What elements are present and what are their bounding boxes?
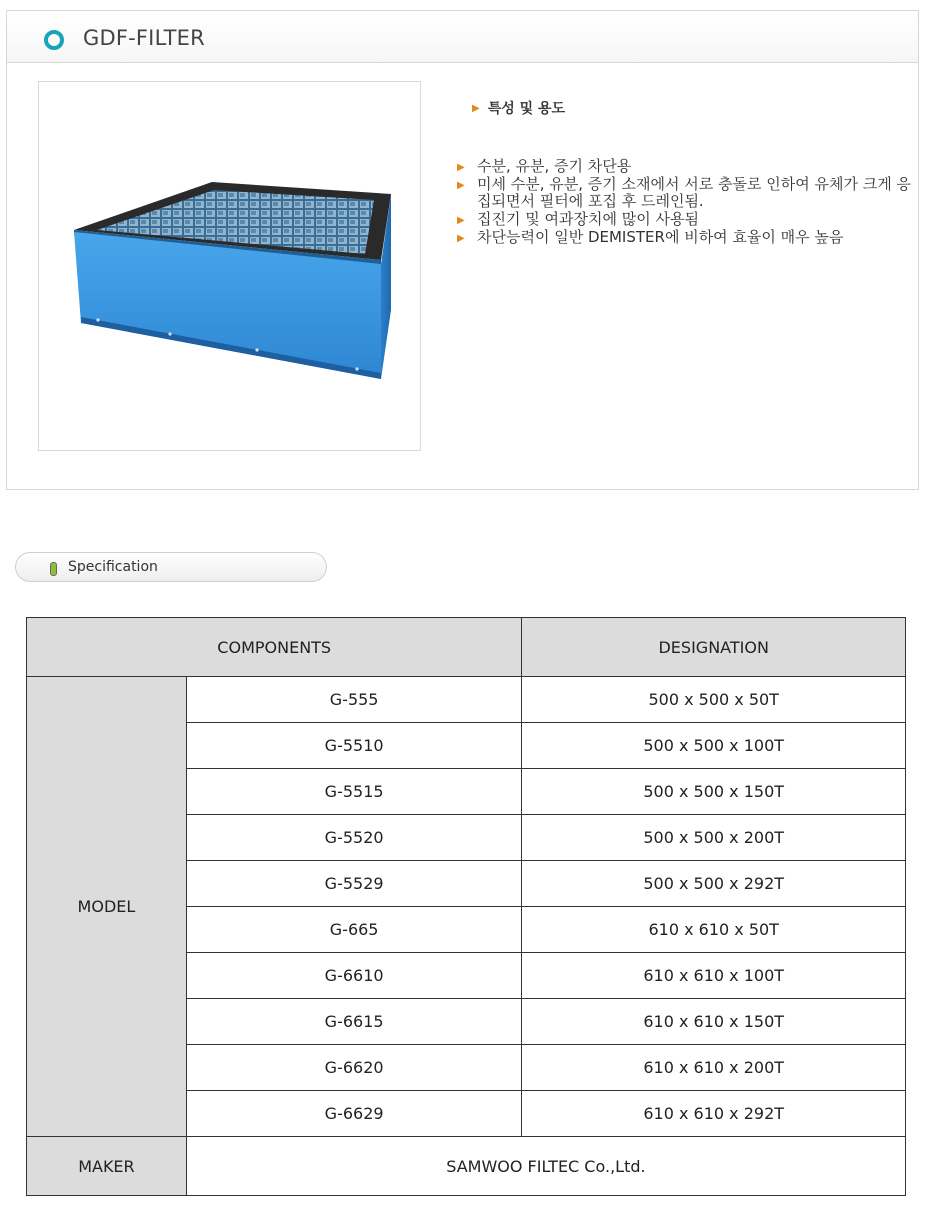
orange-arrow-icon: ▶	[457, 215, 465, 226]
designation-cell: 500 x 500 x 292T	[522, 861, 906, 907]
model-cell: G-6629	[186, 1091, 522, 1137]
feature-text: 수분, 유분, 증기 차단용	[477, 157, 632, 175]
product-panel	[6, 10, 919, 490]
model-cell: G-6615	[186, 999, 522, 1045]
designation-cell: 610 x 610 x 100T	[522, 953, 906, 999]
model-cell: G-665	[186, 907, 522, 953]
product-header	[7, 11, 918, 63]
specification-tab[interactable]	[15, 552, 327, 582]
filter-illustration	[39, 82, 420, 450]
model-cell: G-5520	[186, 815, 522, 861]
orange-arrow-icon: ▶	[457, 162, 465, 173]
table-row	[27, 677, 906, 723]
feature-item	[457, 229, 912, 246]
feature-text: 집진기 및 여과장치에 많이 사용됨	[477, 210, 699, 228]
feature-item	[457, 176, 912, 210]
designation-cell: 500 x 500 x 50T	[522, 677, 906, 723]
orange-arrow-icon: ▶	[457, 233, 465, 244]
ring-bullet-icon	[44, 30, 64, 50]
model-cell: G-6610	[186, 953, 522, 999]
specification-table	[26, 617, 906, 1196]
specification-label: Specification	[68, 559, 158, 575]
features-heading-text: 특성 및 용도	[487, 101, 566, 117]
designation-cell: 500 x 500 x 150T	[522, 769, 906, 815]
model-cell: G-5515	[186, 769, 522, 815]
feature-item	[457, 158, 912, 175]
feature-item	[457, 211, 912, 228]
maker-value: SAMWOO FILTEC Co.,Ltd.	[186, 1137, 905, 1196]
model-cell: G-555	[186, 677, 522, 723]
designation-cell: 500 x 500 x 100T	[522, 723, 906, 769]
designation-cell: 610 x 610 x 50T	[522, 907, 906, 953]
maker-row	[27, 1137, 906, 1196]
maker-label: MAKER	[27, 1137, 187, 1196]
product-image	[38, 81, 421, 451]
clip-icon	[50, 562, 57, 576]
header-designation: DESIGNATION	[522, 618, 906, 677]
model-cell: G-6620	[186, 1045, 522, 1091]
orange-arrow-icon: ▶	[457, 180, 465, 191]
header-components: COMPONENTS	[27, 618, 522, 677]
feature-text: 미세 수분, 유분, 증기 소재에서 서로 충돌로 인하여 유체가 크게 응집되면서 필터에 포집 후 드레인됨.	[477, 175, 911, 210]
designation-cell: 610 x 610 x 150T	[522, 999, 906, 1045]
designation-cell: 610 x 610 x 200T	[522, 1045, 906, 1091]
orange-arrow-icon: ▶	[472, 103, 480, 114]
model-label: MODEL	[27, 677, 187, 1137]
table-header-row	[27, 618, 906, 677]
designation-cell: 500 x 500 x 200T	[522, 815, 906, 861]
model-cell: G-5510	[186, 723, 522, 769]
feature-text: 차단능력이 일반 DEMISTER에 비하여 효율이 매우 높음	[477, 228, 844, 246]
product-title: GDF-FILTER	[83, 26, 205, 50]
features-list	[457, 158, 912, 247]
features-heading	[472, 98, 565, 118]
designation-cell: 610 x 610 x 292T	[522, 1091, 906, 1137]
model-cell: G-5529	[186, 861, 522, 907]
